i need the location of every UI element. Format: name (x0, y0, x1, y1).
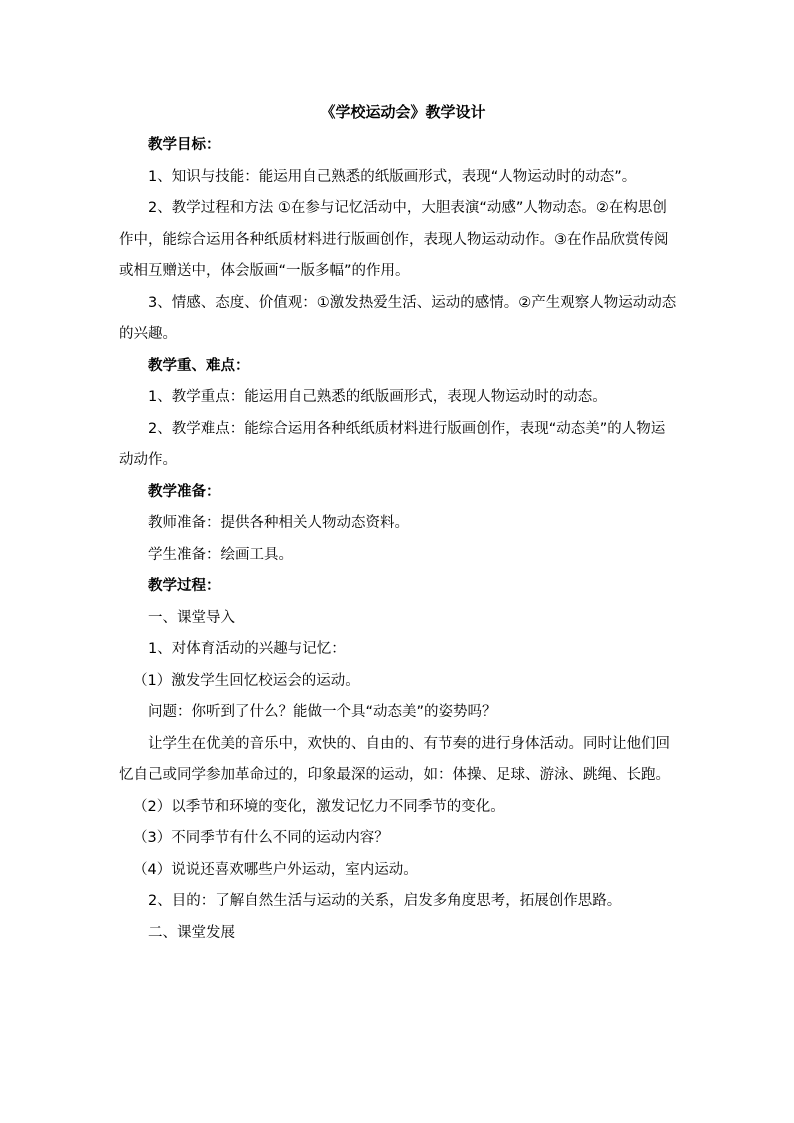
heading-preparation: 教学准备： (148, 483, 221, 500)
paragraph-student-prep: 学生准备：绘画工具。 (148, 546, 293, 563)
paragraph-interest-memory: 1、对体育活动的兴趣与记忆： (148, 641, 346, 657)
paragraph-activity: 让学生在优美的音乐中，欢快的、自由的、有节奏的进行身体活动。同时让他们回忆自己或同学参加革命过的，印象最深的运动，如：体操、足球、游泳、跳绳、长跑。 (119, 735, 670, 783)
paragraph-purpose: 2、目的：了解自然生活与运动的关系，启发多角度思考，拓展创作思路。 (148, 893, 622, 909)
list-item-3: （3）不同季节有什么不同的运动内容？ (133, 830, 389, 846)
paragraph-question: 问题：你听到了什么？能做一个具“动态美”的姿势吗？ (148, 704, 497, 720)
heading-teaching-process: 教学过程： (148, 578, 221, 594)
document-title: 《学校运动会》教学设计 (320, 103, 486, 121)
paragraph-emotion-values: 3、情感、态度、价值观：①激发热爱生活、运动的感情。②产生观察人物运动动态的兴趣。 (119, 294, 677, 342)
list-item-4: （4）说说还喜欢哪些户外运动，室内运动。 (133, 861, 418, 878)
document-body (119, 98, 679, 949)
paragraph-teacher-prep: 教师准备：提供各种相关人物动态资料。 (148, 515, 409, 531)
paragraph-knowledge-skills: 1、知识与技能：能运用自己熟悉的纸版画形式，表现“人物运动时的动态”。 (148, 168, 637, 185)
paragraph-key-point: 1、教学重点：能运用自己熟悉的纸版画形式，表现人物运动时的动态。 (148, 389, 607, 405)
list-item-1: （1）激发学生回忆校运会的运动。 (133, 672, 360, 689)
heading-key-difficult-points: 教学重、难点： (148, 357, 250, 374)
paragraph-process-methods: 2、教学过程和方法 ①在参与记忆活动中，大胆表演“动感”人物动态。②在构思创作中，能综合运用各种纸质材料进行版画创作，表现人物运动动作。③在作品欣赏传阅或相互赠送中，体会版画“一版多幅”的作用。 (119, 200, 669, 279)
paragraph-difficult-point: 2、教学难点：能综合运用各种纸纸质材料进行版画创作，表现“动态美”的人物运动动作。 (119, 420, 666, 468)
section-classroom-intro: 一、课堂导入 (148, 609, 235, 626)
heading-objectives: 教学目标： (148, 137, 221, 153)
section-classroom-development: 二、课堂发展 (148, 924, 235, 941)
list-item-2: （2）以季节和环境的变化，激发记忆力不同季节的变化。 (133, 798, 505, 815)
